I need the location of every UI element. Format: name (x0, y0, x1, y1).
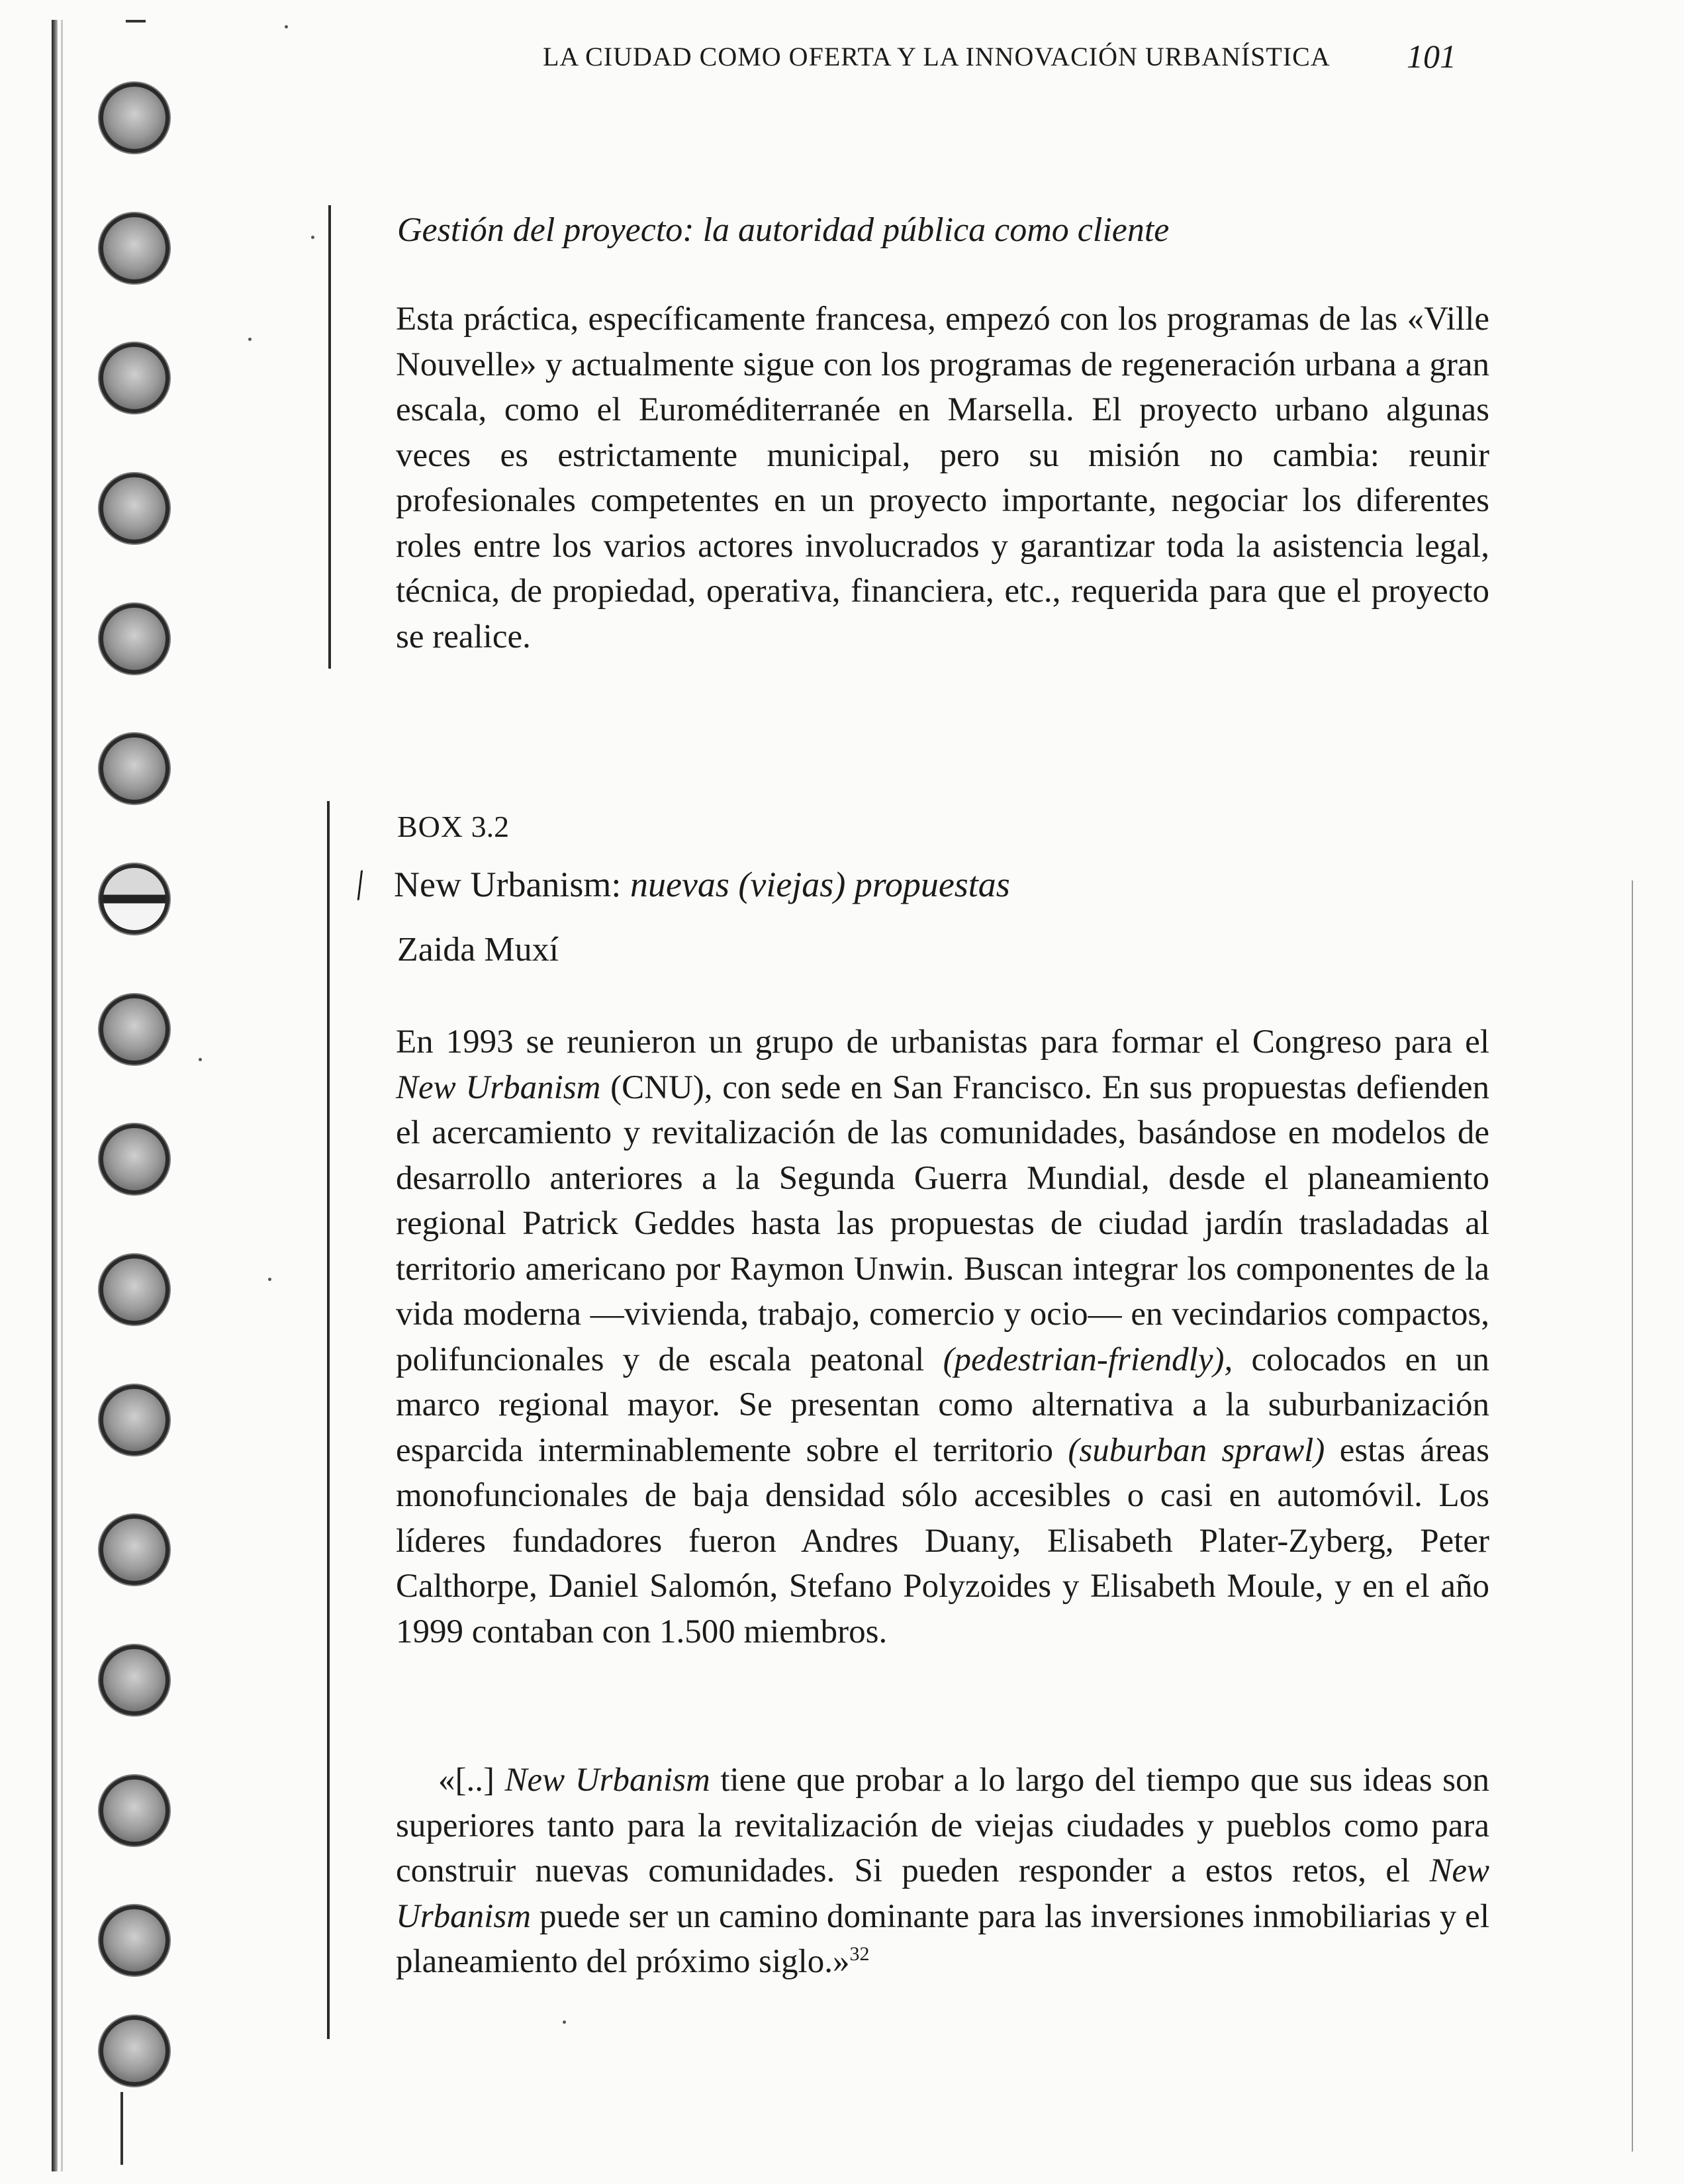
binder-edge (52, 20, 58, 2171)
handwritten-slash-mark: / (349, 860, 371, 910)
punch-hole (99, 83, 169, 153)
page-number: 101 (1407, 38, 1456, 75)
margin-line (1632, 880, 1633, 2152)
scan-speck (268, 1278, 271, 1281)
text-run: «[..] (438, 1762, 505, 1799)
punch-hole (99, 1255, 169, 1325)
punch-hole (99, 213, 169, 283)
box-label-number: 3.2 (471, 810, 510, 843)
punch-hole (99, 343, 169, 413)
punch-hole (99, 1776, 169, 1846)
running-head: LA CIUDAD COMO OFERTA Y LA INNOVACIÓN URBANÍSTICA (543, 42, 1331, 71)
box-title (394, 864, 1010, 905)
box-label (397, 809, 509, 844)
punch-hole (99, 1905, 169, 1975)
punch-hole (99, 1645, 169, 1715)
box-title-subtitle: nuevas (viejas) propuestas (630, 865, 1010, 904)
punch-hole (99, 734, 169, 804)
scan-speck (563, 2020, 566, 2024)
italic-run: New Urbanism (396, 1068, 601, 1106)
italic-run: (pedestrian-friendly), (943, 1341, 1233, 1378)
scan-speck (248, 338, 252, 341)
scan-speck (311, 236, 314, 239)
binder-edge-shadow (61, 20, 63, 2171)
section-rule (328, 205, 331, 669)
italic-run: (suburban sprawl) (1068, 1431, 1325, 1469)
text-run: tiene que probar a lo largo del tiempo que sus ideas son superiores tanto para la revitalización de viejas ciudades y pueblos como para construir nuevas comunidades. Si pueden responder a estos retos, el (396, 1762, 1489, 1889)
text-run: puede ser un camino dominante para las inversiones inmobiliarias y el planeamiento del próximo siglo.» (396, 1897, 1489, 1980)
text-run: (CNU), con sede en San Francisco. En sus propuestas defienden el acercamiento y revitalización de las comunidades, basándose en modelos de desarrollo anteriores a la Segunda Guerra Mundial, desde el planeamiento regional Patrick Geddes hasta las propuestas de ciudad jardín trasladadas al territorio americano por Raymon Unwin. Buscan integrar los componentes de la vida moderna —vivienda, trabajo, comercio y ocio— en vecindarios compactos, polifuncionales y de escala peatonal (396, 1068, 1489, 1378)
section-title: Gestión del proyecto: la autoridad pública como cliente (397, 211, 1170, 249)
scan-mark (120, 2092, 134, 2165)
section-paragraph: Esta práctica, específicamente francesa, empezó con los programas de las «Ville Nouvelle» y actualmente sigue con los programas de regeneración urbana a gran escala, como el Euroméditerranée en Marsella. El proyecto urbano algunas veces es estrictamente municipal, pero su misión no cambia: reunir profesionales competentes en un proyecto importante, negociar los diferentes roles entre los varios actores involucrados y garantizar toda la asistencia legal, técnica, de propiedad, operativa, financiera, etc., requerida para que el proyecto se realice. (396, 301, 1489, 655)
text-run: colocados en un marco regional mayor. Se presentan como alternativa a la suburbanización esparcida interminablemente sobre el territorio (396, 1341, 1490, 1469)
punch-hole (99, 473, 169, 544)
box-label-prefix: BOX (397, 810, 464, 843)
scan-speck (285, 25, 288, 28)
punch-hole (99, 604, 169, 674)
punch-hole (99, 1385, 169, 1455)
footnote-ref: 32 (849, 1943, 870, 1965)
box-paragraph (396, 1020, 1489, 1654)
scan-mark (126, 20, 146, 23)
punch-hole (99, 1124, 169, 1194)
text-run: estas áreas monofuncionales de baja densidad sólo accesibles o casi en automóvil. Los líderes fundadores fueron Andres Duany, Elisabeth Plater-Zyberg, Peter Calthorpe, Daniel Salomón, Stefano Polyzoides y Elisabeth Moule, y en el año 1999 contaban con 1.500 miembros. (396, 1431, 1489, 1650)
text-run: En 1993 se reunieron un grupo de urbanistas para formar el Congreso para el (396, 1023, 1489, 1061)
box-quote-paragraph (396, 1758, 1489, 1985)
punch-hole (99, 2016, 169, 2086)
punch-hole (99, 994, 169, 1065)
scan-speck (199, 1058, 202, 1061)
punch-hole (99, 1515, 169, 1585)
italic-run: New Urbanism (396, 1852, 1489, 1935)
punch-hole (99, 864, 169, 934)
box-title-main: New Urbanism: (394, 865, 622, 904)
box-rule (327, 801, 330, 2039)
italic-run: New Urbanism (504, 1762, 710, 1799)
box-author: Zaida Muxí (397, 931, 559, 969)
